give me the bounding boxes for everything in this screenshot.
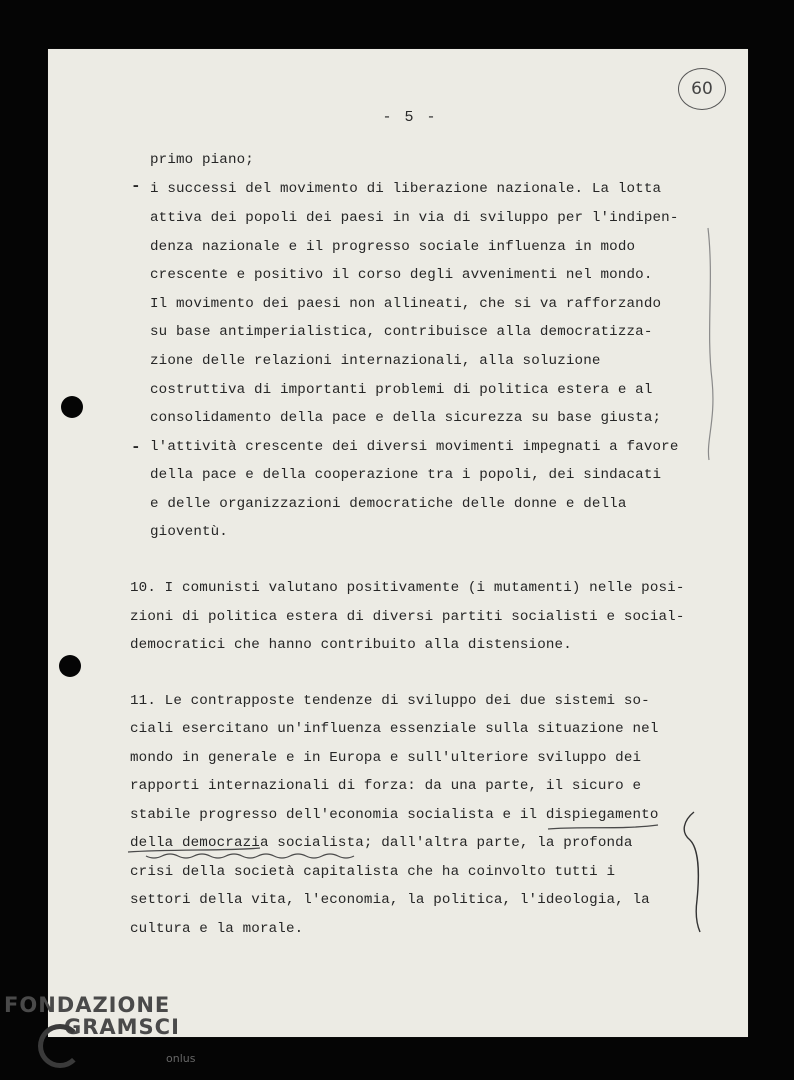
text-line: su base antimperialistica, contribuisce alla democratizza-: [150, 324, 653, 340]
text-line: zioni di politica estera di diversi partiti socialisti e social-: [130, 609, 685, 625]
watermark-line-1: FONDAZIONE: [4, 993, 171, 1017]
text-line: stabile progresso dell'economia socialista e il dispiegamento: [130, 807, 659, 823]
text-line: ciali esercitano un'influenza essenziale sulla situazione nel: [130, 721, 659, 737]
text-line: 11. Le contrapposte tendenze di sviluppo dei due sistemi so-: [130, 693, 650, 709]
text-line: e delle organizzazioni democratiche delle donne e della: [150, 496, 627, 512]
archive-page-mark: 60: [678, 68, 726, 110]
text-line: denza nazionale e il progresso sociale influenza in modo: [150, 239, 636, 255]
text-line: gioventù.: [150, 524, 228, 540]
text-line: cultura e la morale.: [130, 921, 304, 937]
text-line: costruttiva di importanti problemi di politica estera e al: [150, 382, 653, 398]
watermark-line-3: onlus: [166, 1052, 196, 1065]
punch-hole-top: [61, 396, 83, 418]
list-bullet: -: [131, 438, 141, 456]
document-page: [48, 49, 748, 1037]
text-line: crescente e positivo il corso degli avvenimenti nel mondo.: [150, 267, 653, 283]
foundation-logo-icon: [38, 1024, 82, 1068]
text-line: attiva dei popoli dei paesi in via di sviluppo per l'indipen-: [150, 210, 679, 226]
foundation-watermark: [4, 993, 196, 1065]
text-line: zione delle relazioni internazionali, alla soluzione: [150, 353, 601, 369]
watermark-line-2: GRAMSCI: [64, 1015, 180, 1039]
page-number: - 5 -: [382, 109, 438, 126]
text-line: Il movimento dei paesi non allineati, che si va rafforzando: [150, 296, 662, 312]
text-line: 10. I comunisti valutano positivamente (i mutamenti) nelle posi-: [130, 580, 685, 596]
text-line: rapporti internazionali di forza: da una parte, il sicuro e: [130, 778, 642, 794]
text-line: crisi della società capitalista che ha coinvolto tutti i: [130, 864, 616, 880]
text-line: i successi del movimento di liberazione nazionale. La lotta: [150, 181, 662, 197]
punch-hole-bottom: [59, 655, 81, 677]
text-line: della pace e della cooperazione tra i popoli, dei sindacati: [150, 467, 662, 483]
text-line: l'attività crescente dei diversi movimenti impegnati a favore: [150, 439, 679, 455]
text-line: mondo in generale e in Europa e sull'ulteriore sviluppo dei: [130, 750, 642, 766]
text-line: della democrazia socialista; dall'altra parte, la profonda: [130, 835, 633, 851]
text-line: consolidamento della pace e della sicurezza su base giusta;: [150, 410, 662, 426]
text-line: democratici che hanno contribuito alla distensione.: [130, 637, 572, 653]
text-line: primo piano;: [150, 152, 254, 168]
text-line: settori della vita, l'economia, la politica, l'ideologia, la: [130, 892, 650, 908]
list-bullet: -: [131, 177, 141, 195]
